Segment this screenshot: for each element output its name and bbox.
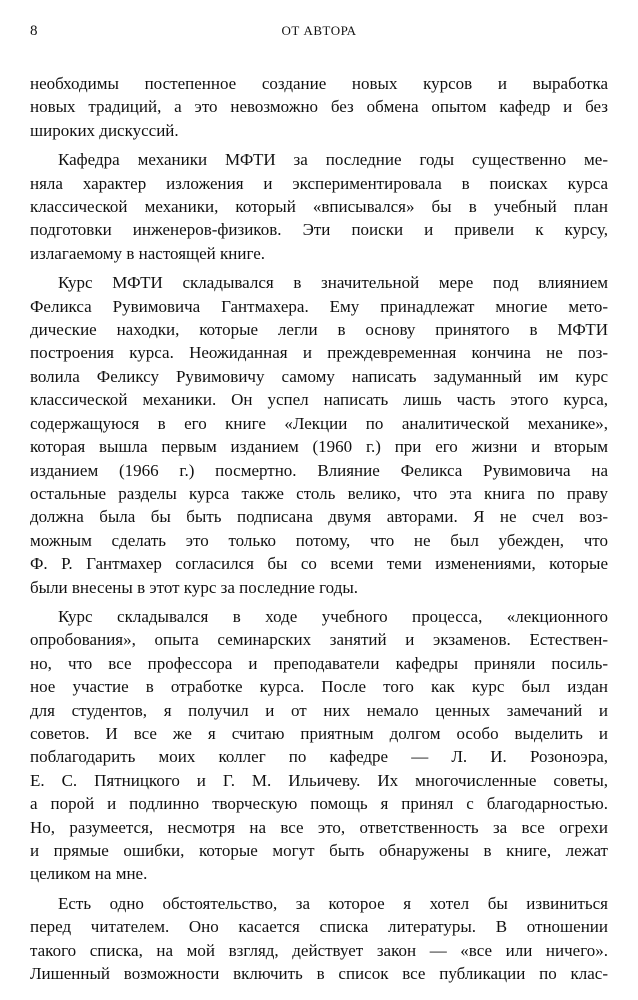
text-line: широких дискуссий. <box>30 120 179 140</box>
text-line: содержащуюся в его книге «Лекции по аналитической механике», <box>30 413 608 433</box>
text-line: Есть одно обстоятельство, за которое я хотел бы извиниться <box>58 893 608 913</box>
text-line: перед читателем. Оно касается списка литературы. В отношении <box>30 917 608 937</box>
text-line: изданием (1966 г.) посмертно. Влияние Феликса Рувимовича на <box>30 460 608 480</box>
paragraph <box>30 271 608 599</box>
paragraph <box>30 72 608 142</box>
text-line: остальные разделы курса также столь велико, что эта книга по праву <box>30 483 608 503</box>
text-line: Кафедра механики МФТИ за последние годы существенно ме- <box>58 150 608 170</box>
text-line: дические находки, которые легли в основу принятого в МФТИ <box>30 320 608 340</box>
text-line: советов. И все же я считаю приятным долгом особо выделить и <box>30 723 608 743</box>
text-line: поблагодарить моих коллег по кафедре — Л. И. Розоноэра, <box>30 747 608 767</box>
text-line: а порой и подлинно творческую помощь я принял с благодарностью. <box>30 794 608 814</box>
text-line: Ф. Р. Гантмахер согласился бы со всеми теми изменениями, которые <box>30 554 608 574</box>
running-head <box>30 20 608 46</box>
text-line: необходимы постепенное создание новых курсов и выработка <box>30 74 608 93</box>
text-line: такого списка, на мой взгляд, действует закон — «все или ничего». <box>30 940 608 960</box>
text-line: Лишенный возможности включить в список все публикации по клас- <box>30 964 608 984</box>
text-line: Курс МФТИ складывался в значительной мере под влиянием <box>58 273 608 293</box>
body-text <box>30 72 608 985</box>
text-line: излагаемому в настоящей книге. <box>30 243 265 263</box>
text-line: но, что все профессора и преподаватели кафедры приняли посиль- <box>30 653 608 673</box>
text-line: Но, разумеется, несмотря на все это, ответственность за все огрехи <box>30 817 608 837</box>
text-line: ное участие в отработке курса. После того как курс был издан <box>30 677 608 697</box>
text-line: Е. С. Пятницкого и Г. М. Ильичеву. Их многочисленные советы, <box>30 770 608 790</box>
text-line: классической механики. Он успел написать лишь часть этого курса, <box>30 390 608 410</box>
text-line: новых традиций, а это невозможно без обмена опытом кафедр и без <box>30 97 608 117</box>
text-line: опробования», опыта семинарских занятий и экзаменов. Естествен- <box>30 630 608 650</box>
text-line: были внесены в этот курс за последние годы. <box>30 577 359 597</box>
paragraph <box>30 148 608 265</box>
text-line: классической механики, который «вписывался» бы в учебный план <box>30 197 608 217</box>
paragraph <box>30 605 608 886</box>
page-number: 8 <box>30 23 38 39</box>
text-line: няла характер изложения и экспериментировала в поисках курса <box>30 173 608 193</box>
text-line: Курс складывался в ходе учебного процесса, «лекционного <box>58 606 608 626</box>
text-line: можным сделать это только потому, что не был убежден, что <box>30 530 608 550</box>
text-line: для студентов, я получил и от них немало ценных замечаний и <box>30 700 608 720</box>
text-line: Феликса Рувимовича Гантмахера. Ему принадлежат многие мето- <box>30 296 608 316</box>
text-line: должна была бы быть подписана двумя авторами. Я не счел воз- <box>30 507 608 527</box>
running-title: ОТ АВТОРА <box>281 23 357 38</box>
text-line: которая вышла первым изданием (1960 г.) при его жизни и вторым <box>30 437 608 457</box>
text-line: целиком на мне. <box>30 864 148 884</box>
text-line: построения курса. Неожиданная и преждевременная кончина не поз- <box>30 343 608 363</box>
text-line: подготовки инженеров-физиков. Эти поиски и привели к курсу, <box>30 220 608 240</box>
paragraph <box>30 892 608 986</box>
text-line: волила Феликсу Рувимовичу самому написать задуманный им курс <box>30 366 608 386</box>
text-line: и прямые ошибки, которые могут быть обнаружены в книге, лежат <box>30 841 608 860</box>
